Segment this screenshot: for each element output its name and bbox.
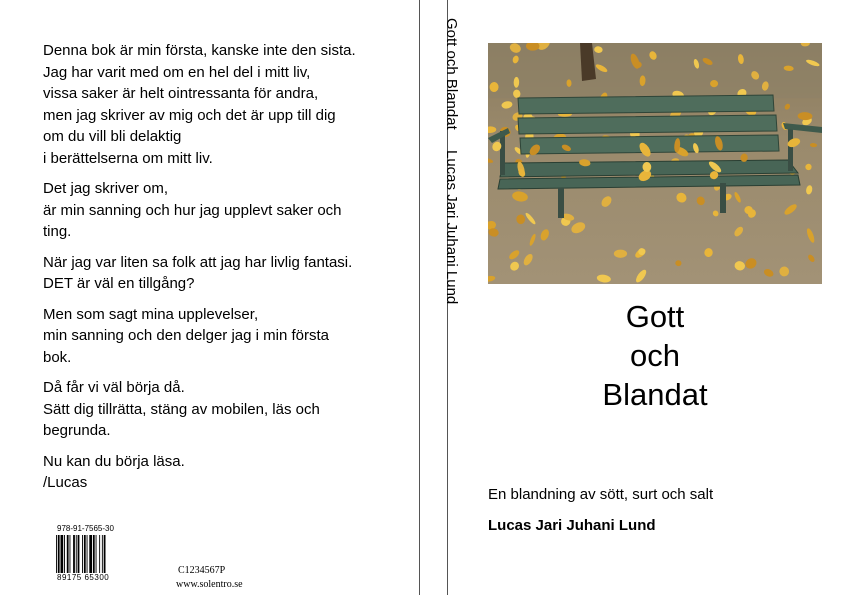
cover-title-line-2: och	[630, 338, 680, 373]
cover-subtitle: En blandning av sött, surt och salt	[488, 486, 714, 503]
publisher-url: www.solentro.se	[176, 579, 243, 590]
cover-title-line-1: Gott	[625, 299, 685, 334]
spine-author: Lucas Jari Juhani Lund	[443, 150, 460, 305]
back-cover	[0, 0, 419, 595]
back-paragraph-5: Då får vi väl börja då. Sätt dig tillrätta, stäng av mobilen, läs och begrunda.	[43, 379, 320, 439]
back-paragraph-3: När jag var liten sa folk att jag har livlig fantasi. DET är väl en tillgång?	[43, 253, 353, 292]
back-paragraph-2: Det jag skriver om, är min sanning och hur jag upplevt saker och ting.	[43, 180, 342, 240]
isbn-number: 978-91-7565-30	[57, 524, 114, 533]
spine-title: Gott och Blandat	[443, 18, 460, 130]
cover-title-line-3: Blandat	[602, 377, 708, 412]
back-paragraph-4: Men som sagt mina upplevelser, min sanning och den delger jag i min första bok.	[43, 305, 329, 366]
barcode	[56, 535, 120, 573]
product-code: C1234567P	[178, 565, 226, 576]
cover-title	[560, 297, 750, 414]
back-paragraph-6: Nu kan du börja läsa. /Lucas	[43, 452, 185, 491]
spine	[419, 0, 460, 595]
back-paragraph-1: Denna bok är min första, kanske inte den sista. Jag har varit med om en hel del i mitt liv, vissa saker är helt ointressanta för andra, men jag skriver av mig och det är upp till dig om du vill bli delaktig i berättelserna om mitt liv.	[43, 42, 356, 167]
cover-photo-park-bench	[488, 43, 822, 284]
cover-author: Lucas Jari Juhani Lund	[488, 517, 656, 534]
back-cover-text	[43, 40, 393, 503]
barcode-digits: 89175 65300	[57, 573, 110, 582]
